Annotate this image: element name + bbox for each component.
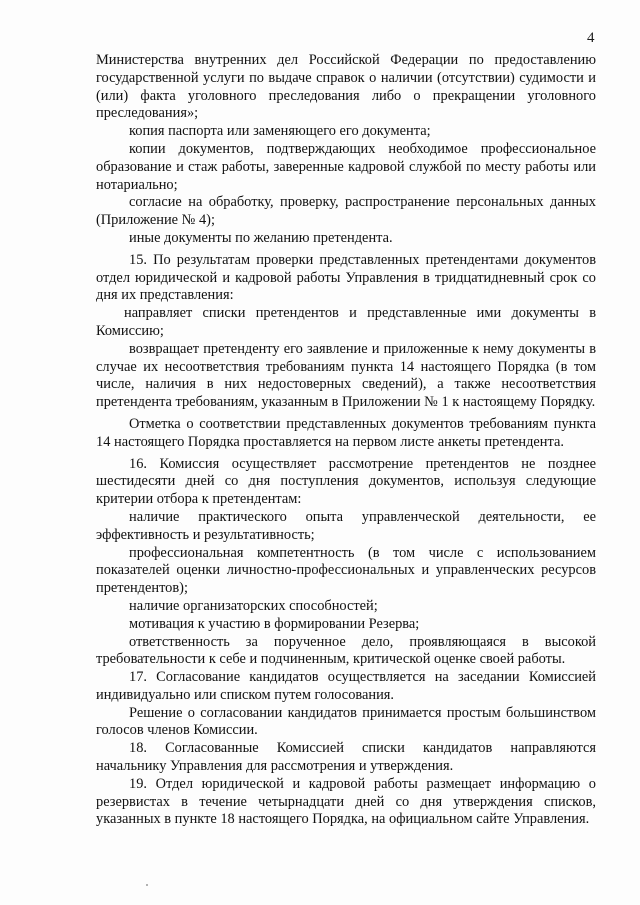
paragraph: наличие организаторских способностей; [129,597,378,614]
scan-speck [146,884,148,886]
paragraph: ответственность за порученное дело, проявляющаяся в высокой требовательности к себе и подчиненным, критической оценке своей работы. [96,633,596,668]
paragraph: копии документов, подтверждающих необходимое профессиональное образование и стаж работы, заверенные кадровой службой по месту работы или нотариально; [96,140,596,193]
paragraph: возвращает претенденту его заявление и приложенные к нему документы в случае их несоответствия требованиям пункта 14 настоящего Порядка (в том числе, наличия в них недостоверных сведений), а также несоответствия претендента требованиям, указанным в Приложении № 1 к настоящему Порядку. [96,340,596,411]
paragraph: направляет списки претендентов и представленные ими документы в Комиссию; [96,305,596,339]
paragraph: согласие на обработку, проверку, распространение персональных данных (Приложение № 4); [96,194,596,229]
page-number: 4 [587,30,595,46]
paragraph: 18. Согласованные Комиссией списки кандидатов направляются начальнику Управления для рассмотрения и утверждения. [96,740,596,775]
paragraph: профессиональная компетентность (в том числе с использованием показателей оценки личностно-профессиональных и управленческих ресурсов претендентов); [96,544,596,597]
paragraph: Министерства внутренних дел Российской Федерации по предоставлению государственной услуги по выдаче справок о наличии (отсутствии) судимости и (или) факта уголовного преследования либо о прекращении уголовного преследования»; [96,52,596,122]
body-text [96,52,596,829]
paragraph: 15. По результатам проверки представленных претендентами документов отдел юридической и кадровой работы Управления в тридцатидневный срок со дня их представления: [96,251,596,304]
paragraph: Решение о согласовании кандидатов принимается простым большинством голосов членов Комиссии. [96,704,596,739]
paragraph: Отметка о соответствии представленных документов требованиям пункта 14 настоящего Порядка проставляется на первом листе анкеты претендента. [96,415,596,450]
paragraph: иные документы по желанию претендента. [129,229,393,246]
paragraph: мотивация к участию в формировании Резерва; [129,615,420,632]
paragraph: 19. Отдел юридической и кадровой работы размещает информацию о резервистах в течение четырнадцати дней со дня утверждения списков, указанных в пункте 18 настоящего Порядка, на официальном сайте Управления. [96,775,596,828]
paragraph: наличие практического опыта управленческой деятельности, ее эффективность и результативность; [96,508,596,543]
paragraph: 16. Комиссия осуществляет рассмотрение претендентов не позднее шестидесяти дней со дня поступления документов, используя следующие критерии отбора к претендентам: [96,455,596,508]
paragraph: 17. Согласование кандидатов осуществляется на заседании Комиссией индивидуально или списком путем голосования. [96,669,596,703]
paragraph: копия паспорта или заменяющего его документа; [129,123,431,140]
